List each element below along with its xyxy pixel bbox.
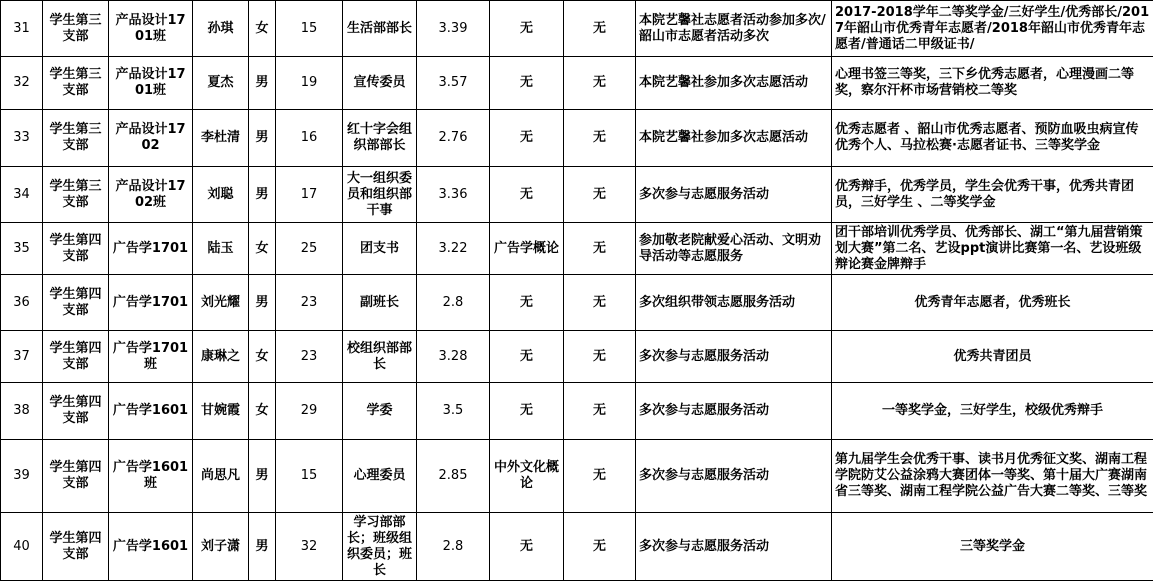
cell-row-number: 32 [1,57,43,110]
cell-position: 学委 [343,383,417,440]
cell-class: 广告学1601班 [109,440,193,513]
table-row [1,275,1153,331]
cell-row-number: 37 [1,331,43,383]
cell-failed-course: 无 [490,57,564,110]
cell-branch: 学生第四支部 [43,331,109,383]
cell-class: 产品设计1701班 [109,57,193,110]
cell-penalty: 无 [564,167,636,223]
cell-gender: 女 [249,331,276,383]
cell-branch: 学生第四支部 [43,223,109,275]
cell-age: 25 [276,223,343,275]
cell-gpa: 3.36 [417,167,490,223]
cell-penalty: 无 [564,275,636,331]
cell-failed-course: 中外文化概论 [490,440,564,513]
cell-failed-course: 无 [490,1,564,57]
cell-failed-course: 无 [490,331,564,383]
cell-age: 29 [276,383,343,440]
table-row [1,1,1153,57]
cell-failed-course: 广告学概论 [490,223,564,275]
table-row [1,110,1153,167]
cell-branch: 学生第三支部 [43,1,109,57]
cell-gender: 女 [249,223,276,275]
table-row [1,57,1153,110]
cell-penalty: 无 [564,383,636,440]
cell-class: 产品设计1702 [109,110,193,167]
cell-volunteer-service: 多次参与志愿服务活动 [636,383,832,440]
cell-branch: 学生第四支部 [43,440,109,513]
cell-position: 团支书 [343,223,417,275]
table-row [1,513,1153,581]
cell-student-name: 刘子潇 [193,513,249,581]
cell-volunteer-service: 多次参与志愿服务活动 [636,513,832,581]
cell-gpa: 2.85 [417,440,490,513]
cell-branch: 学生第四支部 [43,383,109,440]
cell-gender: 男 [249,57,276,110]
cell-class: 广告学1701班 [109,331,193,383]
cell-awards: 第九届学生会优秀干事、读书月优秀征文奖、湖南工程学院防艾公益涂鸦大赛团体一等奖、第十届大广赛湖南省三等奖、湖南工程学院公益广告大赛二等奖、三等奖 [832,440,1153,513]
cell-class: 广告学1601 [109,383,193,440]
cell-volunteer-service: 本院艺馨社参加多次志愿活动 [636,57,832,110]
cell-branch: 学生第四支部 [43,275,109,331]
cell-position: 校组织部部长 [343,331,417,383]
cell-failed-course: 无 [490,110,564,167]
cell-age: 15 [276,1,343,57]
cell-position: 宣传委员 [343,57,417,110]
cell-penalty: 无 [564,513,636,581]
cell-volunteer-service: 参加敬老院献爱心活动、文明劝导活动等志愿服务 [636,223,832,275]
cell-awards: 2017-2018学年二等奖学金/三好学生/优秀部长/2017年韶山市优秀青年志愿者/2018年韶山市优秀青年志愿者/普通话二甲级证书/ [832,1,1153,57]
cell-branch: 学生第三支部 [43,57,109,110]
cell-awards: 三等奖学金 [832,513,1153,581]
cell-awards: 优秀辩手，优秀学员，学生会优秀干事，优秀共青团员，三好学生 、二等奖学金 [832,167,1153,223]
cell-awards: 优秀青年志愿者，优秀班长 [832,275,1153,331]
cell-penalty: 无 [564,440,636,513]
table-row [1,223,1153,275]
cell-gpa: 3.5 [417,383,490,440]
cell-gpa: 3.28 [417,331,490,383]
cell-failed-course: 无 [490,513,564,581]
table-row [1,383,1153,440]
cell-volunteer-service: 多次参与志愿服务活动 [636,331,832,383]
cell-age: 32 [276,513,343,581]
cell-awards: 优秀志愿者 、韶山市优秀志愿者、预防血吸虫病宣传优秀个人、马拉松赛·志愿者证书、三等奖学金 [832,110,1153,167]
cell-class: 广告学1601 [109,513,193,581]
cell-student-name: 夏杰 [193,57,249,110]
cell-gender: 男 [249,440,276,513]
cell-row-number: 35 [1,223,43,275]
cell-failed-course: 无 [490,275,564,331]
cell-branch: 学生第四支部 [43,513,109,581]
cell-volunteer-service: 本院艺馨社志愿者活动参加多次/韶山市志愿者活动多次 [636,1,832,57]
cell-student-name: 陆玉 [193,223,249,275]
cell-gender: 女 [249,1,276,57]
cell-gender: 男 [249,513,276,581]
cell-position: 生活部部长 [343,1,417,57]
cell-student-name: 尚思凡 [193,440,249,513]
cell-age: 15 [276,440,343,513]
table-row [1,440,1153,513]
cell-penalty: 无 [564,223,636,275]
cell-student-name: 孙琪 [193,1,249,57]
cell-gender: 男 [249,110,276,167]
cell-age: 17 [276,167,343,223]
cell-student-name: 康琳之 [193,331,249,383]
cell-row-number: 39 [1,440,43,513]
cell-position: 副班长 [343,275,417,331]
cell-failed-course: 无 [490,167,564,223]
cell-awards: 团干部培训优秀学员、优秀部长、湖工“第九届营销策划大赛”第二名、艺设ppt演讲比赛第一名、艺设班级辩论赛金牌辩手 [832,223,1153,275]
table-row [1,331,1153,383]
cell-position: 心理委员 [343,440,417,513]
cell-row-number: 31 [1,1,43,57]
cell-gender: 女 [249,383,276,440]
cell-student-name: 李杜清 [193,110,249,167]
cell-age: 19 [276,57,343,110]
cell-row-number: 34 [1,167,43,223]
cell-class: 产品设计1702班 [109,167,193,223]
cell-row-number: 33 [1,110,43,167]
cell-gpa: 2.8 [417,275,490,331]
cell-age: 23 [276,275,343,331]
cell-student-name: 甘婉霞 [193,383,249,440]
cell-position: 红十字会组织部部长 [343,110,417,167]
cell-gpa: 3.39 [417,1,490,57]
cell-gpa: 3.57 [417,57,490,110]
cell-gpa: 3.22 [417,223,490,275]
table-body [1,1,1153,581]
cell-age: 23 [276,331,343,383]
cell-gender: 男 [249,167,276,223]
cell-student-name: 刘聪 [193,167,249,223]
cell-class: 广告学1701 [109,223,193,275]
table-row [1,167,1153,223]
cell-row-number: 40 [1,513,43,581]
cell-row-number: 38 [1,383,43,440]
cell-volunteer-service: 多次参与志愿服务活动 [636,440,832,513]
cell-age: 16 [276,110,343,167]
cell-position: 学习部部长；班级组织委员；班长 [343,513,417,581]
cell-gpa: 2.8 [417,513,490,581]
cell-gender: 男 [249,275,276,331]
cell-failed-course: 无 [490,383,564,440]
cell-branch: 学生第三支部 [43,110,109,167]
cell-class: 广告学1701 [109,275,193,331]
cell-branch: 学生第三支部 [43,167,109,223]
cell-position: 大一组织委员和组织部干事 [343,167,417,223]
cell-penalty: 无 [564,331,636,383]
cell-awards: 优秀共青团员 [832,331,1153,383]
cell-penalty: 无 [564,1,636,57]
cell-awards: 心理书签三等奖，三下乡优秀志愿者，心理漫画二等奖，察尔汗杯市场营销校二等奖 [832,57,1153,110]
cell-volunteer-service: 本院艺馨社参加多次志愿活动 [636,110,832,167]
cell-class: 产品设计1701班 [109,1,193,57]
cell-gpa: 2.76 [417,110,490,167]
cell-student-name: 刘光耀 [193,275,249,331]
cell-penalty: 无 [564,110,636,167]
cell-awards: 一等奖学金，三好学生，校级优秀辩手 [832,383,1153,440]
cell-penalty: 无 [564,57,636,110]
cell-volunteer-service: 多次参与志愿服务活动 [636,167,832,223]
cell-row-number: 36 [1,275,43,331]
cell-volunteer-service: 多次组织带领志愿服务活动 [636,275,832,331]
